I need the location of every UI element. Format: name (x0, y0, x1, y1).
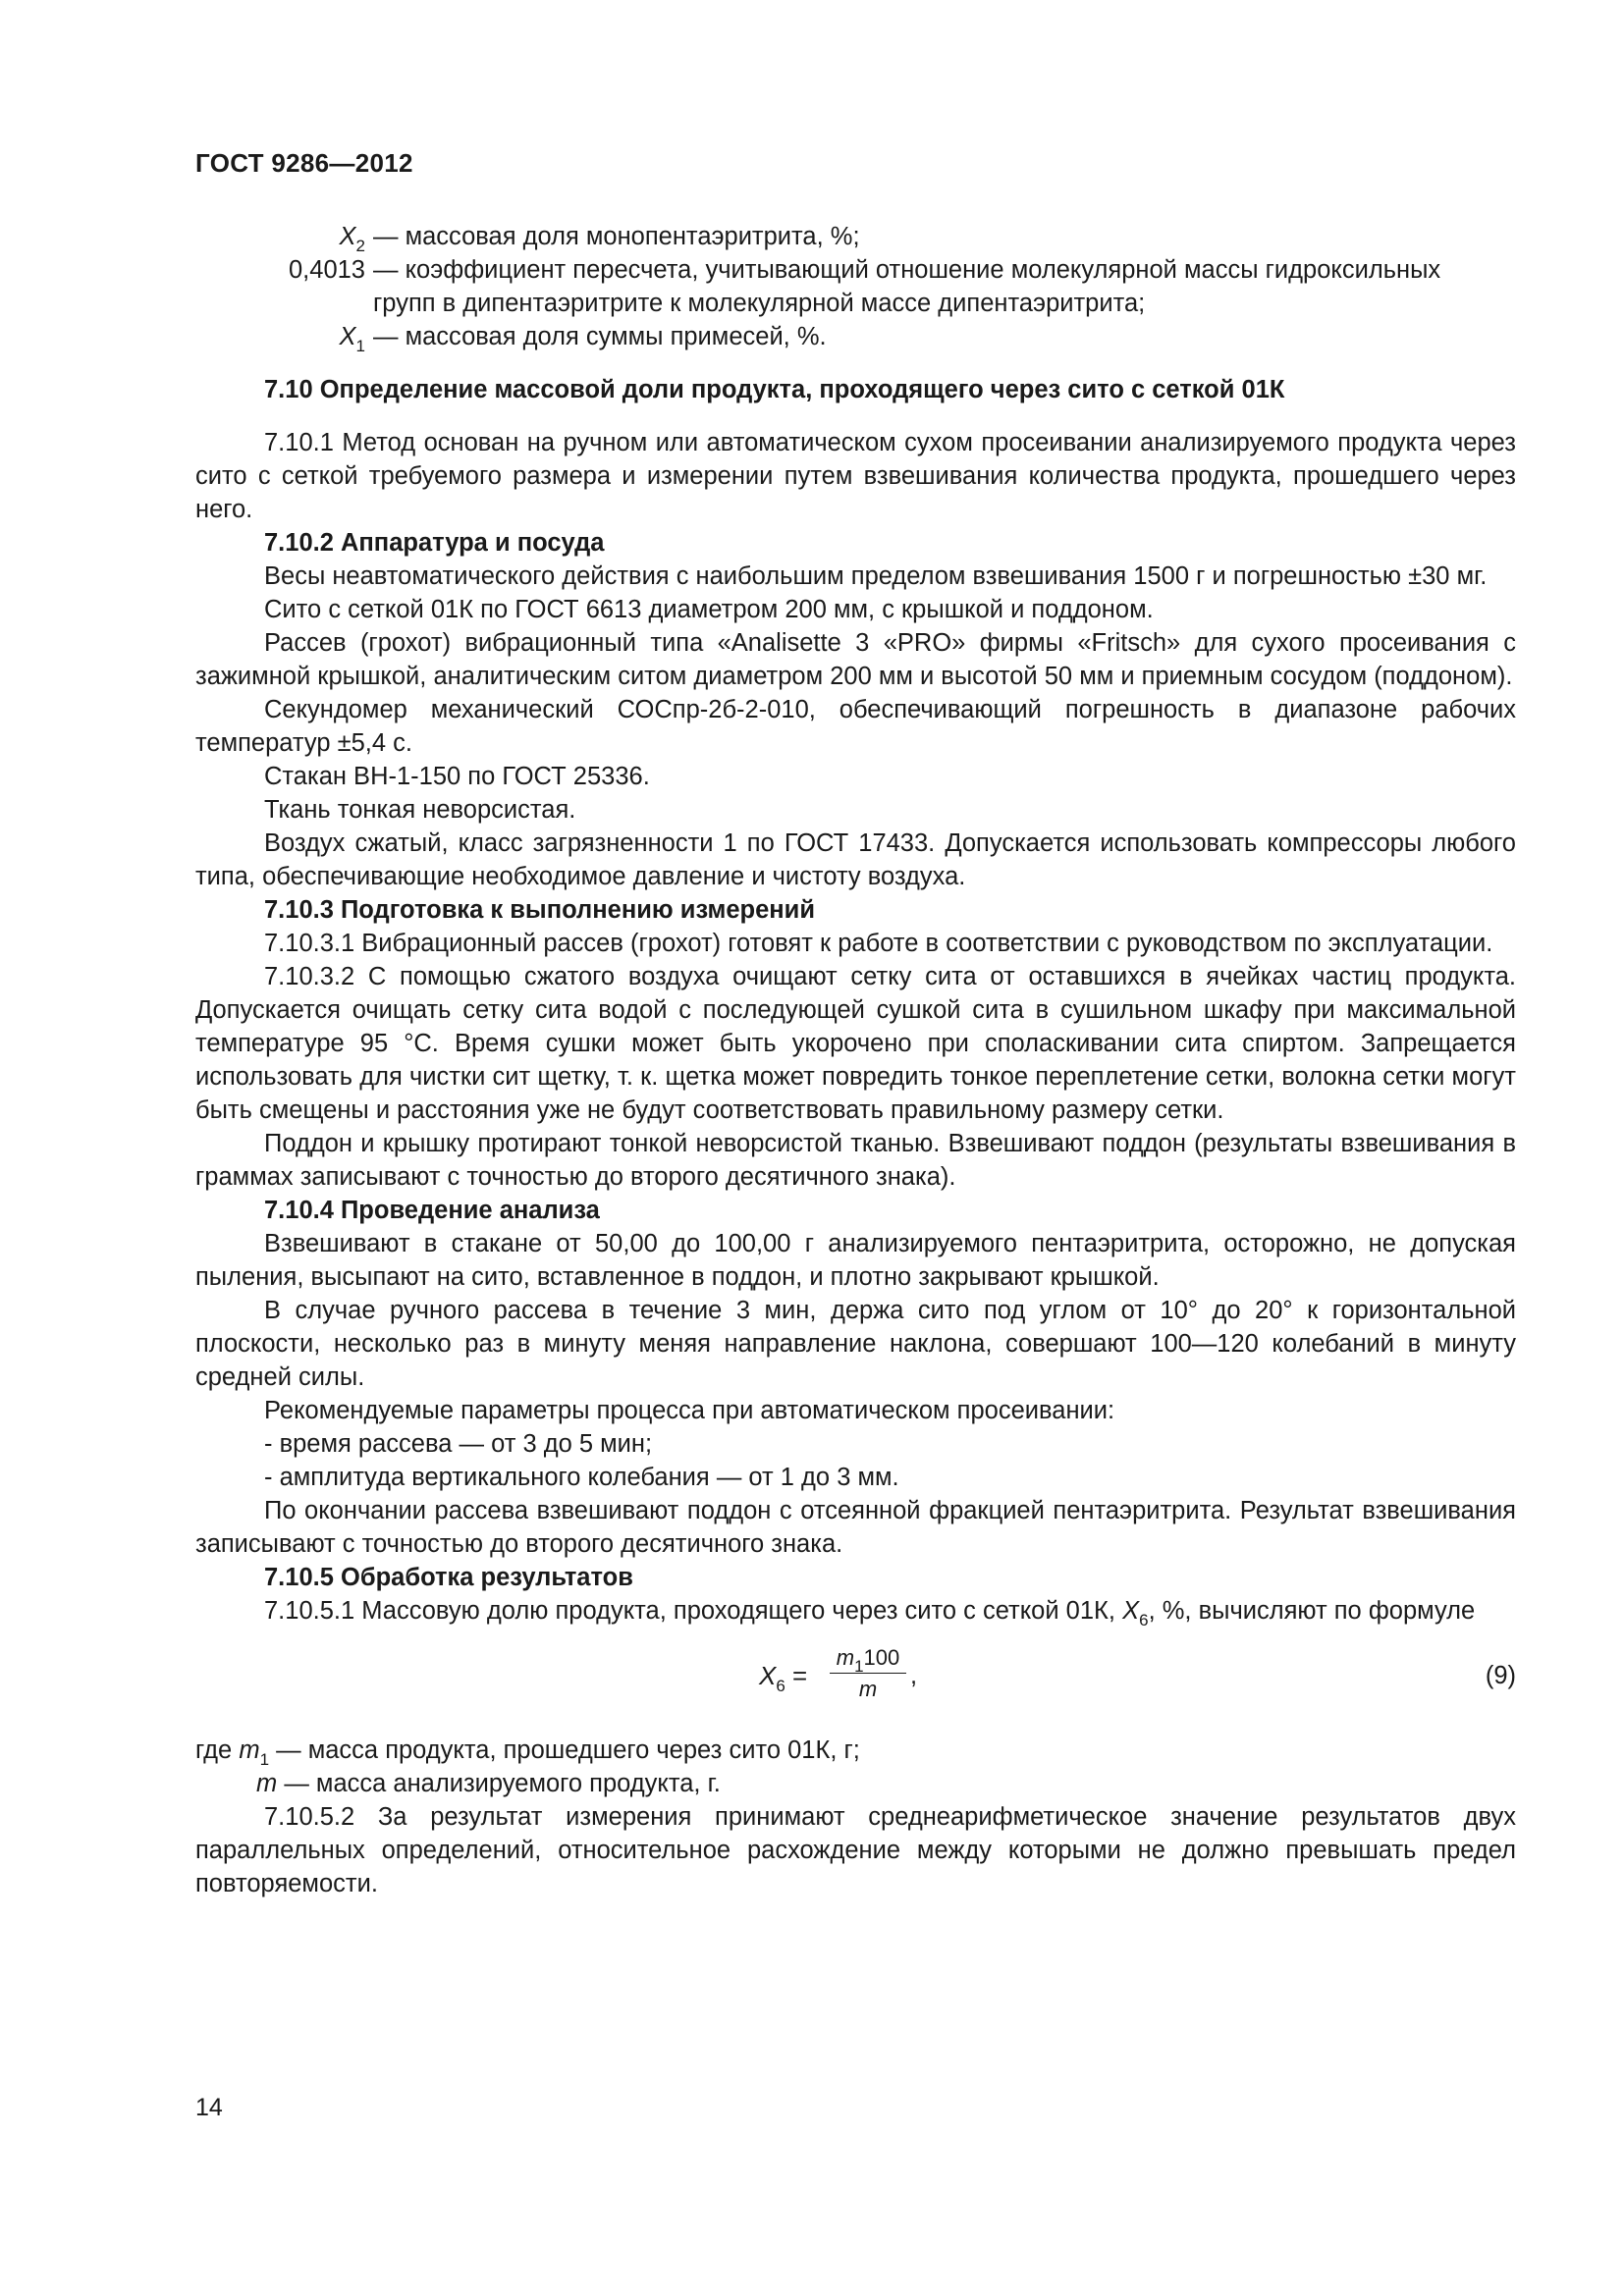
legend-item: 0,4013 — коэффициент пересчета, учитывающий отношение молекулярной массы гидроксильных (289, 256, 1441, 284)
legend-item-continuation: групп в дипентаэритрите к молекулярной массе дипентаэритрита; (373, 290, 1146, 317)
formula-denominator: m (858, 1677, 878, 1701)
subsection-heading: 7.10.4 Проведение анализа (264, 1197, 600, 1224)
legend-top (195, 220, 1516, 353)
paragraph: 7.10.3.1 Вибрационный рассев (грохот) готовят к работе в соответствии с руководством по эксплуатации. (264, 930, 1493, 957)
paragraph: Сито с сеткой 01К по ГОСТ 6613 диаметром 200 мм, с крышкой и поддоном. (264, 596, 1154, 623)
where-item: m — масса анализируемого продукта, г. (256, 1770, 721, 1797)
page-number: 14 (195, 2094, 223, 2121)
paragraph: Весы неавтоматического действия с наибольшим пределом взвешивания 1500 г и погрешностью ±30 мг. (264, 562, 1488, 590)
paragraph: Ткань тонкая неворсистая. (264, 796, 576, 824)
paragraph: Рассев (грохот) вибрационный типа «Analisette 3 «PRO» фирмы «Fritsch» для сухого просеивания с зажимной крышкой, аналитическим ситом диаметром 200 мм и высотой 50 мм и приемным сосудом (поддоном). (195, 629, 1516, 690)
paragraph: Воздух сжатый, класс загрязненности 1 по ГОСТ 17433. Допускается использовать компрессоры любого типа, обеспечивающие необходимое давление и чистоту воздуха. (195, 829, 1516, 890)
formula-number: (9) (1485, 1662, 1516, 1689)
subsection-heading: 7.10.3 Подготовка к выполнению измерений (264, 896, 816, 924)
paragraph: 7.10.3.2 С помощью сжатого воздуха очищают сетку сита от оставшихся в ячейках частиц продукта. Допускается очищать сетку сита водой с последующей сушкой сита в сушильном шкафу при максимальной температуре 95 °С. Время сушки может быть укорочено при споласкивании сита спиртом. Запрещается использовать для чистки сит щетку, т. к. щетка может повредить тонкое переплетение сетки, волокна сетки могут быть смещены и расстояния уже не будут соответствовать правильному размеру сетки. (195, 963, 1516, 1124)
paragraph: Рекомендуемые параметры процесса при автоматическом просеивании: (264, 1397, 1115, 1424)
list-item: - амплитуда вертикального колебания — от 1 до 3 мм. (264, 1464, 899, 1491)
paragraph: 7.10.5.2 За результат измерения принимают среднеарифметическое значение результатов двух параллельных определений, относительное расхождение между которыми не должно превышать предел повторяемости. (195, 1803, 1516, 1897)
formula-numerator: $m_1100$ (830, 1643, 906, 1674)
subsection-heading: 7.10.5 Обработка результатов (264, 1564, 633, 1591)
paragraph: В случае ручного рассева в течение 3 мин, держа сито под углом от 10° до 20° к горизонтальной плоскости, несколько раз в минуту меняя направление наклона, совершают 100—120 колебаний в минуту средней силы. (195, 1297, 1516, 1391)
paragraph: Поддон и крышку протирают тонкой неворсистой тканью. Взвешивают поддон (результаты взвешивания в граммах записывают с точностью до второго десятичного знака). (195, 1130, 1516, 1191)
list-item: - время рассева — от 3 до 5 мин; (264, 1430, 653, 1458)
paragraph: Секундомер механический СОСпр-2б-2-010, обеспечивающий погрешность в диапазоне рабочих температур ±5,4 с. (195, 696, 1516, 757)
where-item: где $m_1$ — масса продукта, прошедшего через сито 01К, г; (195, 1736, 860, 1769)
page-body (195, 220, 1516, 1900)
section-heading: 7.10 Определение массовой доли продукта, проходящего через сито с сеткой 01К (264, 376, 1285, 403)
paragraph: 7.10.5.1 Массовую долю продукта, проходящего через сито с сеткой 01К, $X_6$, %, вычисляют по формуле (264, 1597, 1476, 1629)
subsection-heading: 7.10.2 Аппаратура и посуда (264, 529, 605, 557)
document-code-header: ГОСТ 9286—2012 (195, 148, 413, 178)
formula-9: $X_6$ = $\frac{m_1100}{m}$ , (9) (195, 1643, 1516, 1712)
legend-item: $X_1$ — массовая доля суммы примесей, %. (339, 323, 827, 355)
legend-item: $X_2$ — массовая доля монопентаэритрита, %; (339, 223, 860, 255)
paragraph: Взвешивают в стакане от 50,00 до 100,00 г анализируемого пентаэритрита, осторожно, не допуская пыления, высыпают на сито, вставленное в поддон, и плотно закрывают крышкой. (195, 1230, 1516, 1291)
paragraph: Стакан ВН-1-150 по ГОСТ 25336. (264, 763, 650, 790)
formula-lhs: $X_6$ = (759, 1661, 808, 1695)
paragraph: 7.10.1 Метод основан на ручном или автоматическом сухом просеивании анализируемого продукта через сито с сеткой требуемого размера и измерении путем взвешивания количества продукта, прошедшего через него. (195, 429, 1516, 523)
paragraph: По окончании рассева взвешивают поддон с отсеянной фракцией пентаэритрита. Результат взвешивания записывают с точностью до второго десятичного знака. (195, 1497, 1516, 1558)
formula-fraction (830, 1643, 906, 1705)
